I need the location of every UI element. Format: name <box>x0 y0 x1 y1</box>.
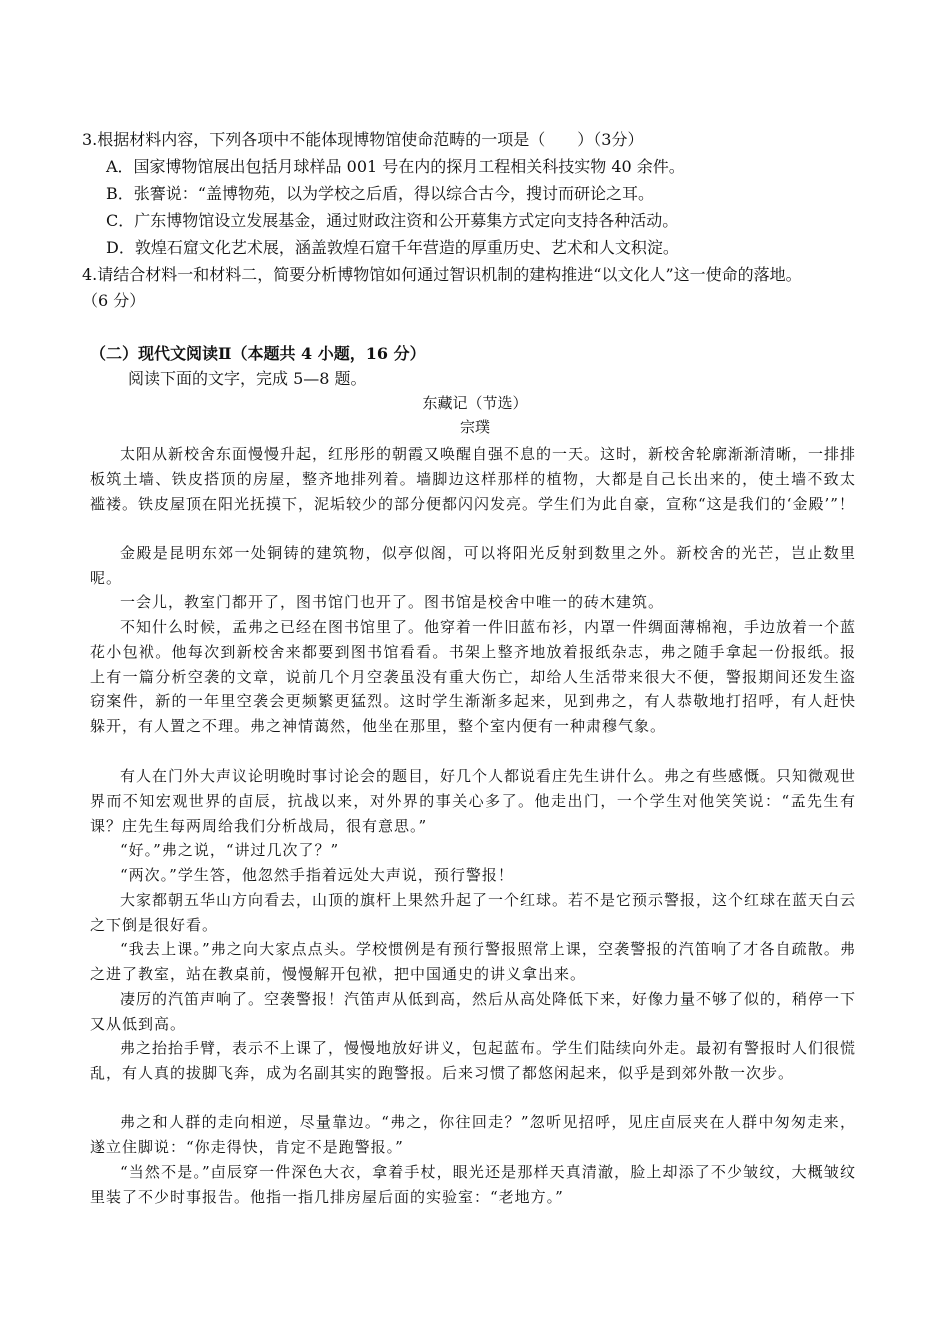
paragraph-12: 弗之和人群的走向相逆，尽量靠边。“弗之，你往回走？”忽听见招呼，见庄卣辰夹在人群中匆匆走来，遂立住脚说：“你走得快，肯定不是跑警报。” <box>90 1113 856 1156</box>
paragraph-4: 不知什么时候，孟弗之已经在图书馆里了。他穿着一件旧蓝布衫，内罩一件绸面薄棉袍，手边放着一个蓝花小包袱。他每次到新校舍来都要到图书馆看看。书架上整齐地放着报纸杂志，弗之随手拿起一份报纸。报上有一篇分析空袭的文章，说前几个月空袭虽没有重大伤亡，却给人生活带来很大不便，警报期间还发生盗窃案件，新的一年里空袭会更频繁更猛烈。这时学生渐渐多起来，见到弗之，有人恭敬地打招呼，有人赶快躲开，有人置之不理。弗之神情蔼然，他坐在那里，整个室内便有一种肃穆气象。 <box>90 618 857 736</box>
question-4-stem: 4.请结合材料一和材料二，简要分析博物馆如何通过智识机制的建构推进“以文化人”这一使命的落地。 <box>82 265 802 284</box>
passage-author: 宗璞 <box>459 418 490 436</box>
paragraph-3: 一会儿，教室门都开了，图书馆门也开了。图书馆是校舍中唯一的砖木建筑。 <box>120 593 665 611</box>
paragraph-2: 金殿是昆明东郊一处铜铸的建筑物，似亭似阁，可以将阳光反射到数里之外。新校舍的光芒，岂止数里呢。 <box>90 544 856 587</box>
reading-instruction: 阅读下面的文字，完成 5—8 题。 <box>128 369 367 388</box>
paragraph-6: “好。”弗之说，“讲过几次了？” <box>120 841 340 859</box>
paragraph-5: 有人在门外大声议论明晚时事讨论会的题目，好几个人都说看庄先生讲什么。弗之有些感慨。只知微观世界而不知宏观世界的卣辰，抗战以来，对外界的事关心多了。他走出门，一个学生对他笑笑说：“孟先生有课？庄先生每两周给我们分析战局，很有意思。” <box>90 767 857 835</box>
paragraph-1: 太阳从新校舍东面慢慢升起，红彤彤的朝霞又唤醒自强不息的一天。这时，新校舍轮廓渐渐清晰，一排排板筑土墙、铁皮搭顶的房屋，整齐地排列着。墙脚边这样那样的植物，大都是自己长出来的，使土墙不致太褴褛。铁皮屋顶在阳光抚摸下，泥垢较少的部分便都闪闪发亮。学生们为此自豪，宣称“这是我们的‘金殿’”！ <box>90 445 857 513</box>
paragraph-13: “当然不是。”卣辰穿一件深色大衣，拿着手杖，眼光还是那样天真清澈，脸上却添了不少皱纹，大概皱纹里装了不少时事报告。他指一指几排房屋后面的实验室：“老地方。” <box>90 1163 856 1206</box>
paragraph-9: “我去上课。”弗之向大家点点头。学校惯例是有预行警报照常上课，空袭警报的汽笛响了才各自疏散。弗之进了教室，站在教桌前，慢慢解开包袱，把中国通史的讲义拿出来。 <box>90 940 856 983</box>
paragraph-10: 凄厉的汽笛声响了。空袭警报！汽笛声从低到高，然后从高处降低下来，好像力量不够了似的，稍停一下又从低到高。 <box>90 990 857 1033</box>
question-4-score: （6 分） <box>82 291 146 310</box>
passage-title: 东藏记（节选） <box>422 394 528 412</box>
paragraph-11: 弗之抬抬手臂，表示不上课了，慢慢地放好讲义，包起蓝布。学生们陆续向外走。最初有警报时人们很慌乱，有人真的拔脚飞奔，成为名副其实的跑警报。后来习惯了都悠闲起来，似乎是到郊外散一次步。 <box>90 1039 857 1082</box>
option-a: A．国家博物馆展出包括月球样品 001 号在内的探月工程相关科技实物 40 余件。 <box>106 157 685 176</box>
option-d: D．敦煌石窟文化艺术展，涵盖敦煌石窟千年营造的厚重历史、艺术和人文积淀。 <box>106 238 679 257</box>
section-heading: （二）现代文阅读Ⅱ（本题共 4 小题，16 分） <box>90 344 426 363</box>
paragraph-7: “两次。”学生答，他忽然手指着远处大声说，预行警报！ <box>120 866 514 884</box>
paragraph-8: 大家都朝五华山方向看去，山顶的旗杆上果然升起了一个红球。若不是它预示警报，这个红球在蓝天白云之下倒是很好看。 <box>90 891 857 934</box>
question-3-stem: 3.根据材料内容，下列各项中不能体现博物馆使命范畴的一项是（ ）（3分） <box>82 130 644 149</box>
option-b: B．张謇说：“盖博物苑，以为学校之后盾，得以综合古今，搜讨而研论之耳。 <box>106 184 654 203</box>
option-c: C．广东博物馆设立发展基金，通过财政注资和公开募集方式定向支持各种活动。 <box>106 211 679 230</box>
